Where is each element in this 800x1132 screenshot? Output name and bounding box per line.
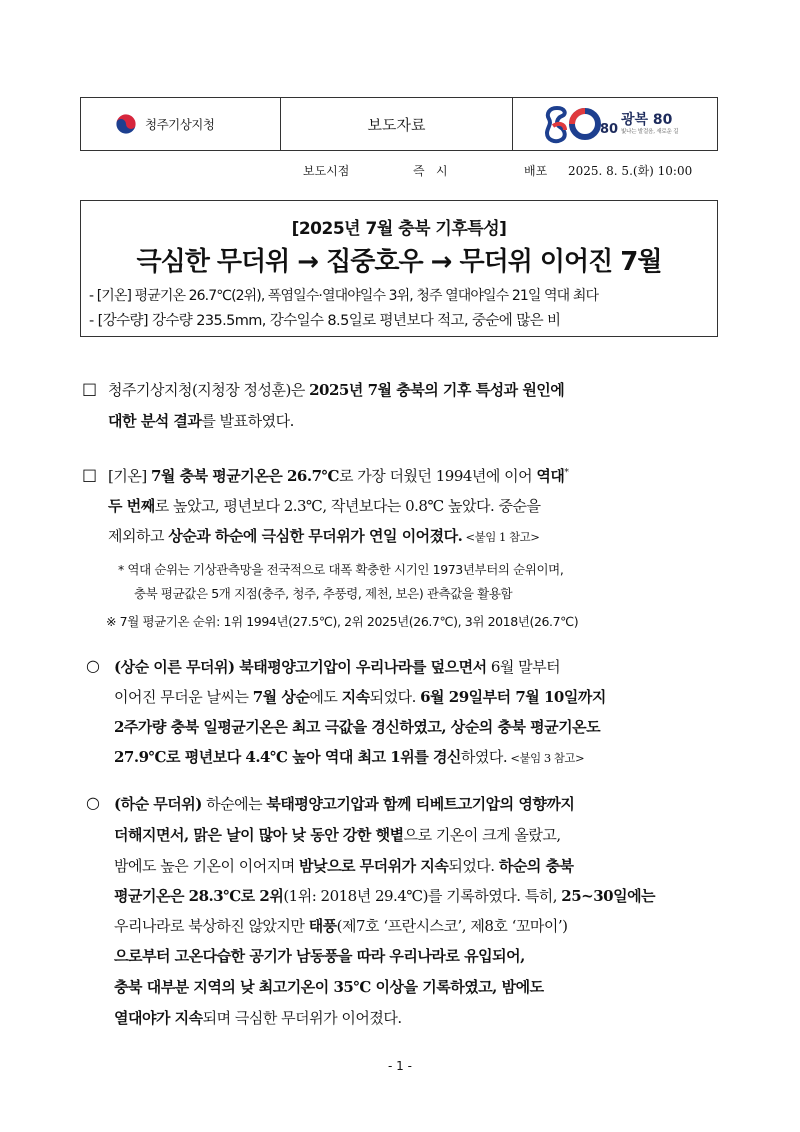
appendix-reference: <붙임 3 참고>	[507, 751, 585, 765]
text-run: (1위: 2018년 29.4℃)를 기록하였다. 특히,	[283, 887, 562, 905]
circle-bullet-icon: ○	[86, 793, 100, 812]
text-run-bold: 대한 분석 결과	[108, 412, 202, 430]
late-line-4	[114, 885, 655, 906]
text-run: 로 높았고, 평년보다 2.3℃, 작년보다는 0.8℃ 높았다. 중순을	[154, 497, 541, 515]
text-run: 6월 말부터	[486, 658, 561, 676]
text-run: 를 발표하였다.	[201, 412, 294, 430]
text-run: 이어진 무더운 날씨는	[114, 688, 253, 706]
text-run: 로 가장 더웠던 1994년에 이어	[338, 467, 537, 485]
footnote-line-2: 충북 평균값은 5개 지점(충주, 청주, 추풍령, 제천, 보은) 관측값을 활용함	[134, 586, 513, 601]
distribution-value: 2025. 8. 5.(화) 10:00	[568, 164, 693, 178]
circle-bullet-icon: ○	[86, 656, 100, 675]
text-run: 청주기상지청(지청장 정성훈)은	[108, 381, 310, 399]
text-run: 하였다.	[460, 748, 508, 766]
late-line-1	[114, 793, 574, 814]
early-line-2	[114, 686, 606, 707]
text-run-bold: 열대야가 지속	[114, 1009, 203, 1027]
title-subtitle: [2025년 7월 충북 기후특성]	[291, 219, 507, 239]
text-run: 으로 기온이 크게 올랐고,	[403, 826, 561, 844]
text-run-bold: 두 번째	[108, 497, 155, 515]
text-run-bold: 북태평양고기압과 함께 티베트고기압의 영향까지	[266, 795, 575, 813]
liberation-80-emblem-icon	[543, 102, 619, 146]
text-run-bold: 7월 상순	[252, 688, 310, 706]
text-run: 되었다.	[369, 688, 421, 706]
doc-type: 보도자료	[281, 98, 513, 150]
late-line-7	[114, 976, 544, 997]
text-run-bold: 상순과 하순에 극심한 무더위가 연일 이어졌다.	[168, 527, 463, 545]
text-run-bold: 2025년 7월 충북의 기후 특성과 원인에	[309, 381, 565, 399]
late-line-8	[114, 1007, 402, 1028]
text-run-bold: 태풍	[308, 917, 337, 935]
kma-logo-icon	[115, 113, 137, 135]
intro-line-1	[108, 379, 564, 400]
title-box	[80, 200, 718, 337]
text-run-bold: 7월 충북 평균기온은 26.7℃	[150, 467, 339, 485]
late-line-2	[114, 824, 561, 845]
summary-bullet-precipitation: - [강수량] 강수량 235.5mm, 강수일수 8.5일로 평년보다 적고, 중순에 많은 비	[89, 313, 561, 329]
early-line-4	[114, 746, 584, 767]
campaign-subtitle: 빛나는 발걸음, 새로운 길	[621, 128, 679, 135]
text-run: 에도	[309, 688, 342, 706]
text-run-bold: 2주가량 충북 일평균기온은 최고 극값을 경신하였고, 상순의 충북 평균기온도	[114, 718, 601, 736]
text-run-bold: 밤낮으로 무더위가 지속	[298, 857, 449, 875]
campaign-title: 광복 80	[621, 111, 673, 128]
text-run-bold: (하순 무더위)	[114, 795, 202, 813]
distribution-label: 배포	[524, 164, 548, 178]
text-run-bold: 25~30일에는	[561, 887, 656, 905]
text-run: 우리나라로 북상하진 않았지만	[114, 917, 309, 935]
release-time-label: 보도시점	[303, 164, 350, 178]
press-header	[80, 97, 718, 151]
page-title: 극심한 무더위 → 집중호우 → 무더위 이어진 7월	[136, 247, 662, 277]
campaign-text	[621, 113, 678, 136]
text-run-bold: 충북 대부분 지역의 낮 최고기온이 35℃ 이상을 기록하였고, 밤에도	[114, 978, 544, 996]
text-run-bold: 평균기온은 28.3℃로 2위	[114, 887, 284, 905]
text-run: 밤에도 높은 기온이 이어지며	[114, 857, 299, 875]
text-run-bold: 더해지면서, 맑은 날이 많아 낮 동안 강한 햇볕	[114, 826, 404, 844]
temp-line-1	[108, 465, 568, 486]
text-run-bold: 27.9℃로 평년보다 4.4℃ 높아 역대 최고 1위를 경신	[114, 748, 461, 766]
late-line-6	[114, 945, 525, 966]
footnote-marker: *	[564, 468, 569, 478]
text-run-bold: 6월 29일부터 7월 10일까지	[420, 688, 606, 706]
late-line-3	[114, 855, 574, 876]
appendix-reference: <붙임 1 참고>	[462, 530, 540, 544]
text-run-bold: 역대	[536, 467, 565, 485]
summary-bullet-temperature: - [기온] 평균기온 26.7℃(2위), 폭염일수·열대야일수 3위, 청주 열대야일수 21일 역대 최다	[89, 288, 599, 304]
campaign-cell	[513, 98, 717, 150]
text-run: [기온]	[108, 467, 151, 485]
agency-name: 청주기상지청	[145, 117, 215, 132]
early-line-1	[114, 656, 560, 677]
square-bullet-icon: □	[82, 379, 97, 398]
page-number: - 1 -	[388, 1059, 412, 1073]
release-info	[0, 162, 800, 180]
late-line-5	[114, 915, 568, 936]
footnote-line-1: * 역대 순위는 기상관측망을 전국적으로 대폭 확충한 시기인 1973년부터의 순위이며,	[118, 562, 564, 577]
text-run-bold: 지속	[341, 688, 370, 706]
text-run: 제외하고	[108, 527, 169, 545]
text-run-bold: (상순 이른 무더위) 북태평양고기압이 우리나라를 덮으면서	[114, 658, 487, 676]
square-bullet-icon: □	[82, 465, 97, 484]
campaign-number: 80	[600, 122, 619, 137]
release-time-value: 즉 시	[413, 164, 448, 178]
text-run: 되었다.	[448, 857, 499, 875]
intro-line-2	[108, 410, 294, 431]
text-run: 하순에는	[201, 795, 267, 813]
early-line-3	[114, 716, 600, 737]
text-run-bold: 하순의 충북	[498, 857, 574, 875]
text-run: (제7호 ‘프란시스코’, 제8호 ‘꼬마이’)	[336, 917, 568, 935]
text-run-bold: 으로부터 고온다습한 공기가 남동풍을 따라 우리나라로 유입되어,	[114, 947, 525, 965]
ranking-note: ※ 7월 평균기온 순위: 1위 1994년(27.5℃), 2위 2025년(26.7℃), 3위 2018년(26.7℃)	[106, 614, 579, 629]
temp-line-3	[108, 525, 539, 546]
agency-cell	[81, 98, 281, 150]
text-run: 되며 극심한 무더위가 이어졌다.	[202, 1009, 402, 1027]
temp-line-2	[108, 495, 540, 516]
